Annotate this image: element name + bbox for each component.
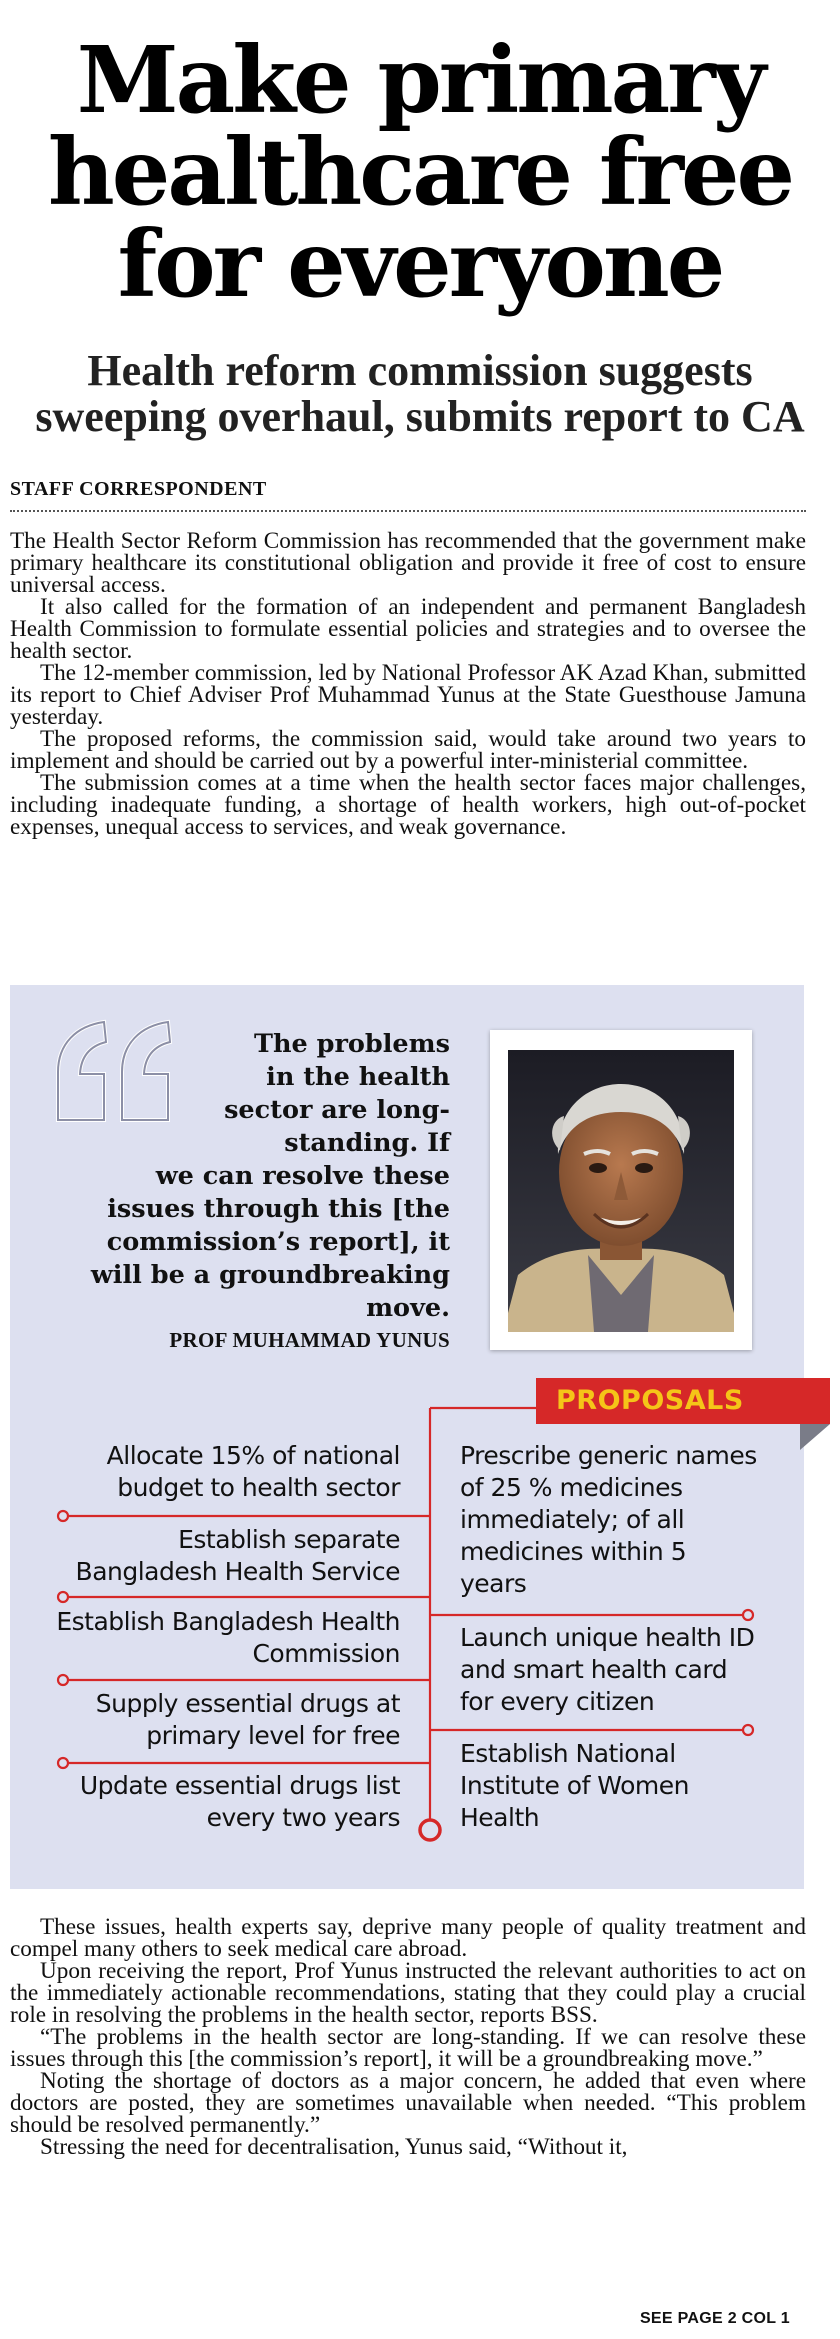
byline: STAFF CORRESPONDENT — [10, 478, 267, 500]
pull-quote-line: standing. If — [284, 1128, 450, 1158]
banner-fold-shape — [800, 1424, 830, 1450]
proposal-line: Launch unique health ID — [460, 1623, 755, 1652]
proposal-line: Institute of Women — [460, 1771, 689, 1800]
pull-quote-line: sector are long- — [224, 1095, 450, 1125]
proposal-line: Establish separate — [178, 1525, 400, 1554]
paragraph: It also called for the formation of an independent and permanent Bangladesh Health Commission to formulate essential policies and strategies and to oversee the health sector. — [10, 594, 806, 664]
paragraph: The Health Sector Reform Commission has recommended that the government make primary healthcare its constitutional obligation and provide it free of cost to ensure universal access. — [10, 528, 806, 598]
proposal-line: medicines within 5 — [460, 1537, 687, 1566]
proposal-item — [460, 1622, 790, 1718]
proposal-line: Establish National — [460, 1739, 676, 1768]
paragraph: Upon receiving the report, Prof Yunus instructed the relevant authorities to act on the immediately actionable recommendations, stating that they could play a crucial role in resolving the problems in the health sector, reports BSS. — [10, 1958, 806, 2028]
pull-quote-line: commission’s report], it — [106, 1227, 450, 1257]
proposal-item — [60, 1524, 400, 1588]
paragraph: Stressing the need for decentralisation, Yunus said, “Without it, — [40, 2134, 628, 2160]
paragraph: The 12-member commission, led by National Professor AK Azad Khan, submitted its report to Chief Adviser Prof Muhammad Yunus at the State Guesthouse Jamuna yesterday. — [10, 660, 806, 730]
proposals-banner: PROPOSALS — [536, 1378, 830, 1424]
subheadline-line: sweeping overhaul, submits report to CA — [35, 392, 805, 441]
proposal-item — [460, 1738, 790, 1834]
paragraph: The proposed reforms, the commission said, would take around two years to implement and should be carried out by a powerful inter-ministerial committee. — [10, 726, 806, 774]
proposal-line: years — [460, 1569, 527, 1598]
pull-quote-line: we can resolve these — [155, 1161, 450, 1191]
proposal-item — [60, 1688, 400, 1752]
paragraph: The submission comes at a time when the health sector faces major challenges, including inadequate funding, a shortage of health workers, high out-of-pocket expenses, unequal access to services, and weak governance. — [10, 770, 806, 840]
subheadline-line: Health reform commission suggests — [87, 346, 753, 395]
pull-quote-line: issues through this [the — [107, 1194, 450, 1224]
proposal-line: primary level for free — [146, 1721, 400, 1750]
paragraph: These issues, health experts say, deprive many people of quality treatment and compel many others to seek medical care abroad. — [10, 1914, 806, 1962]
proposal-line: for every citizen — [460, 1687, 655, 1716]
proposal-line: Bangladesh Health Service — [75, 1557, 400, 1586]
headline-line: healthcare free — [47, 118, 793, 226]
proposal-line: Establish Bangladesh Health — [56, 1607, 400, 1636]
proposal-line: Health — [460, 1803, 540, 1832]
proposal-item — [40, 1770, 400, 1834]
subheadline — [0, 348, 840, 440]
proposal-item — [40, 1606, 400, 1670]
paragraph: Noting the shortage of doctors as a major concern, he added that even where doctors are posted, they are sometimes unavailable when needed. “This problem should be resolved permanently.” — [10, 2068, 806, 2138]
proposal-line: Prescribe generic names — [460, 1441, 757, 1470]
proposal-item — [60, 1440, 400, 1504]
proposal-line: every two years — [206, 1803, 400, 1832]
proposal-line: Allocate 15% of national — [106, 1441, 400, 1470]
paragraph: “The problems in the health sector are long-standing. If we can resolve these issues through this [the commission’s report], it will be a groundbreaking move.” — [10, 2024, 806, 2072]
headline-line: for everyone — [117, 210, 723, 318]
proposal-line: Supply essential drugs at — [95, 1689, 400, 1718]
pull-quote-line: will be a groundbreaking — [90, 1260, 450, 1290]
proposal-line: budget to health sector — [117, 1473, 400, 1502]
continuation-link[interactable]: SEE PAGE 2 COL 1 — [639, 2310, 790, 2327]
pull-quote-line: The problems — [254, 1029, 450, 1059]
proposal-line: immediately; of all — [460, 1505, 685, 1534]
proposal-line: Commission — [252, 1639, 400, 1668]
headline — [0, 26, 840, 318]
proposal-item — [460, 1440, 790, 1600]
proposal-line: Update essential drugs list — [79, 1771, 400, 1800]
headline-line: Make primary — [76, 26, 764, 134]
pull-quote-line: in the health — [266, 1062, 450, 1092]
pull-quote — [50, 1028, 450, 1325]
portrait-image — [508, 1050, 734, 1332]
dotted-divider — [10, 510, 806, 512]
proposal-line: and smart health card — [460, 1655, 728, 1684]
portrait-photo — [490, 1030, 752, 1350]
quote-attribution: PROF MUHAMMAD YUNUS — [169, 1328, 450, 1352]
proposal-line: of 25 % medicines — [460, 1473, 683, 1502]
article-body-top — [10, 530, 806, 838]
pull-quote-line: move. — [366, 1293, 450, 1323]
article-body-bottom — [10, 1916, 806, 2158]
